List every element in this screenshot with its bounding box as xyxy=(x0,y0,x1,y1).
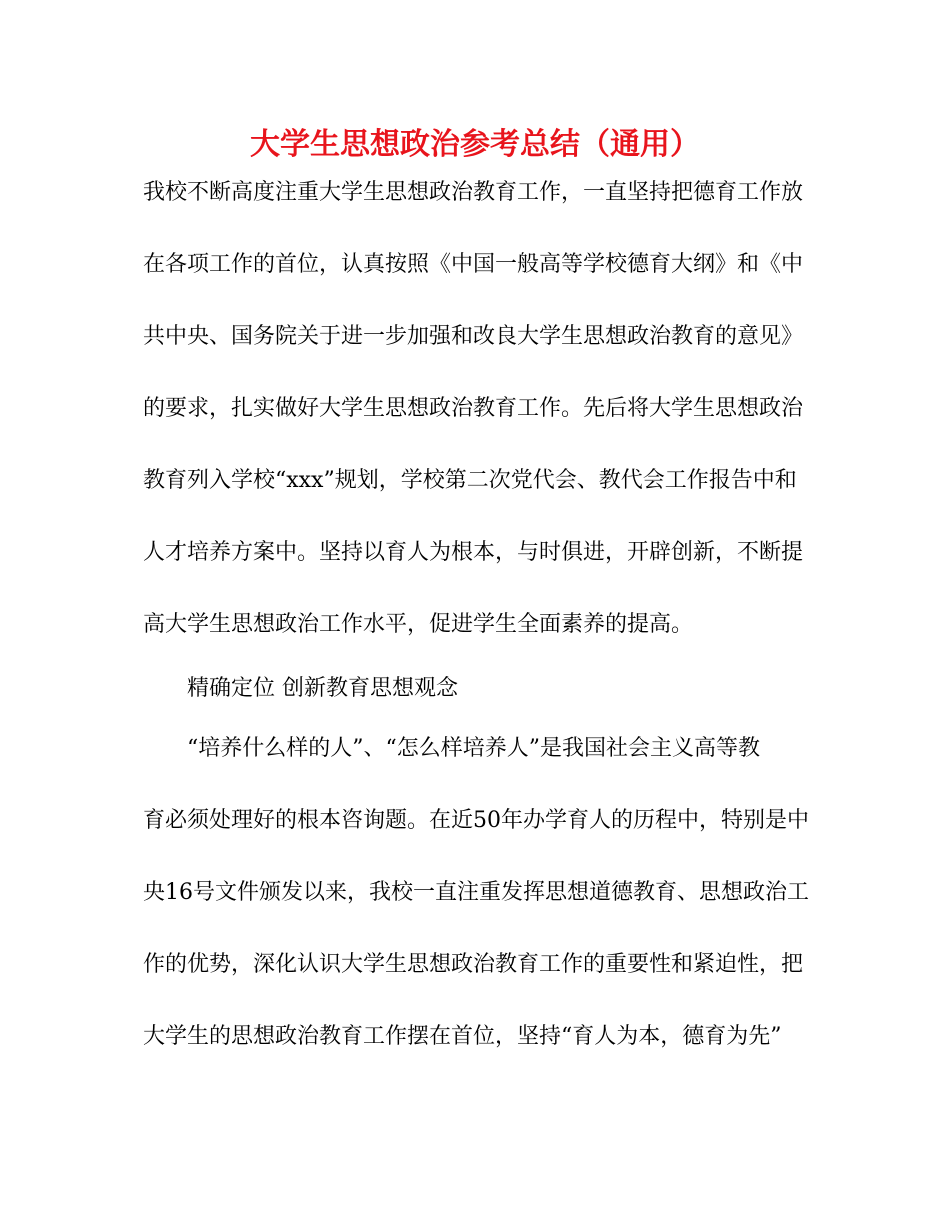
paragraph-line: 作的优势，深化认识大学生思想政治教育工作的重要性和紧迫性，把 xyxy=(143,952,804,977)
paragraph-line: 高大学生思想政治工作水平，促进学生全面素养的提高。 xyxy=(143,612,694,637)
paragraph-line: “培养什么样的人”、“怎么样培养人”是我国社会主义高等教 xyxy=(187,736,760,761)
paragraph-line: 央16号文件颁发以来，我校一直注重发挥思想道德教育、思想政治工 xyxy=(143,880,809,905)
paragraph-line: 我校不断高度注重大学生思想政治教育工作，一直坚持把德育工作放 xyxy=(143,180,804,205)
paragraph-line: 大学生的思想政治教育工作摆在首位，坚持“育人为本，德育为先” xyxy=(143,1024,782,1049)
paragraph-line: 人才培养方案中。坚持以育人为根本，与时俱进，开辟创新，不断提 xyxy=(143,540,804,565)
document-title: 大学生思想政治参考总结（通用） xyxy=(250,127,700,162)
paragraph-line: 育必须处理好的根本咨询题。在近50年办学育人的历程中，特别是中 xyxy=(143,808,809,833)
paragraph-line: 在各项工作的首位，认真按照《中国一般高等学校德育大纲》和《中 xyxy=(143,252,804,277)
paragraph-line: 的要求，扎实做好大学生思想政治教育工作。先后将大学生思想政治 xyxy=(143,396,804,421)
paragraph-line: 共中央、国务院关于进一步加强和改良大学生思想政治教育的意见》 xyxy=(143,324,804,349)
paragraph-line: 教育列入学校“xxx”规划，学校第二次党代会、教代会工作报告中和 xyxy=(143,468,797,493)
section-heading: 精确定位 创新教育思想观念 xyxy=(187,676,458,701)
